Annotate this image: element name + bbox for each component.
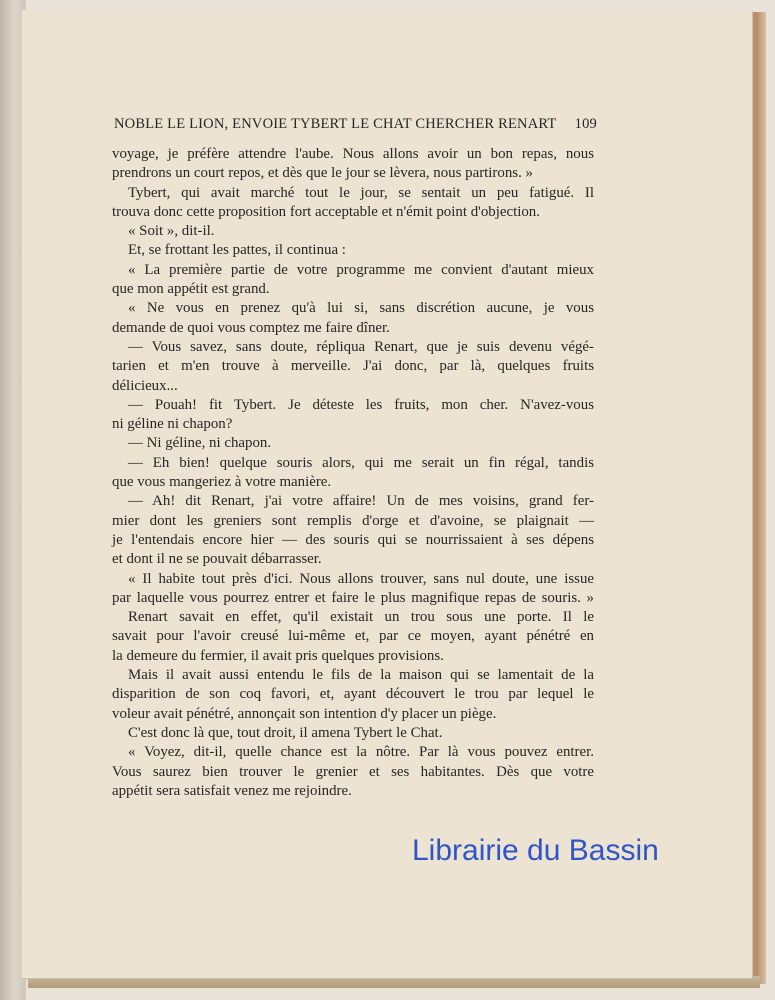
running-title: NOBLE LE LION, ENVOIE TYBERT LE CHAT CHERCHER RENART [114,116,557,132]
text-line: demande de quoi vous comptez me faire dîner. [112,319,390,336]
text-line: — Eh bien! quelque souris alors, qui me serait un fin régal, tandis [128,454,594,471]
text-line: appétit sera satisfait venez me rejoindre. [112,782,352,799]
text-line: — Vous savez, sans doute, répliqua Renart, que je suis devenu végé- [128,338,594,355]
text-line: C'est donc là que, tout droit, il amena Tybert le Chat. [128,724,443,741]
text-line: Vous saurez bien trouver le grenier et ses habitantes. Dès que votre [112,763,594,780]
text-line: Tybert, qui avait marché tout le jour, se sentait un peu fatigué. Il [128,184,594,201]
page-header [114,116,597,138]
text-line: Et, se frottant les pattes, il continua : [128,242,346,259]
text-line: « Il habite tout près d'ici. Nous allons trouver, sans nul doute, une issue [128,570,594,587]
text-line: voleur avait pénétré, annonçait son intention d'y placer un piège. [112,705,497,722]
text-line: je l'entendais encore hier — des souris qui se nourrissaient à ses dépens [112,531,594,548]
text-line: par laquelle vous pourrez entrer et faire le plus magnifique repas de souris. » [112,589,594,606]
text-line: — Pouah! fit Tybert. Je déteste les fruits, mon cher. N'avez-vous [128,396,594,413]
text-line: — Ah! dit Renart, j'ai votre affaire! Un de mes voisins, grand fer- [128,493,594,510]
body-text [112,145,594,801]
page-number: 109 [574,116,597,132]
text-line: — Ni géline, ni chapon. [128,435,272,452]
text-line: Renart savait en effet, qu'il existait un trou sous une porte. Il le [128,609,594,626]
text-line: prendrons un court repos, et dès que le jour se lèvera, nous partirons. » [112,165,533,182]
seller-watermark: Librairie du Bassin [412,834,659,867]
page-right-edge [750,12,766,984]
text-line: « Soit », dit-il. [128,223,215,240]
text-line: « La première partie de votre programme me convient d'autant mieux [128,261,594,278]
text-line: Mais il avait aussi entendu le fils de la maison qui se lamentait de la [128,667,594,684]
text-line: tarien et m'en trouve à merveille. J'ai donc, par là, quelques fruits [112,358,594,375]
text-line: la demeure du fermier, il avait pris quelques provisions. [112,647,444,664]
text-line: que mon appétit est grand. [112,281,270,298]
text-line: savait pour l'avoir creusé lui-même et, par ce moyen, ayant pénétré en [112,628,594,645]
text-line: disparition de son coq favori, et, ayant découvert le trou par lequel le [112,686,594,703]
text-line: voyage, je préfère attendre l'aube. Nous allons avoir un bon repas, nous [112,146,594,162]
text-line: que vous mangeriez à votre manière. [112,474,332,491]
text-line: « Voyez, dit-il, quelle chance est la nôtre. Par là vous pouvez entrer. [128,744,594,761]
text-line: ni géline ni chapon? [112,416,233,433]
text-line: trouva donc cette proposition fort acceptable et n'émit point d'objection. [112,203,540,220]
text-line: mier dont les greniers sont remplis d'orge et d'avoine, se plaignait — [112,512,594,529]
text-line: « Ne vous en prenez qu'à lui si, sans discrétion aucune, je vous [128,300,594,317]
text-line: et dont il ne se pouvait débarrasser. [112,551,322,568]
text-line: délicieux... [112,377,178,394]
